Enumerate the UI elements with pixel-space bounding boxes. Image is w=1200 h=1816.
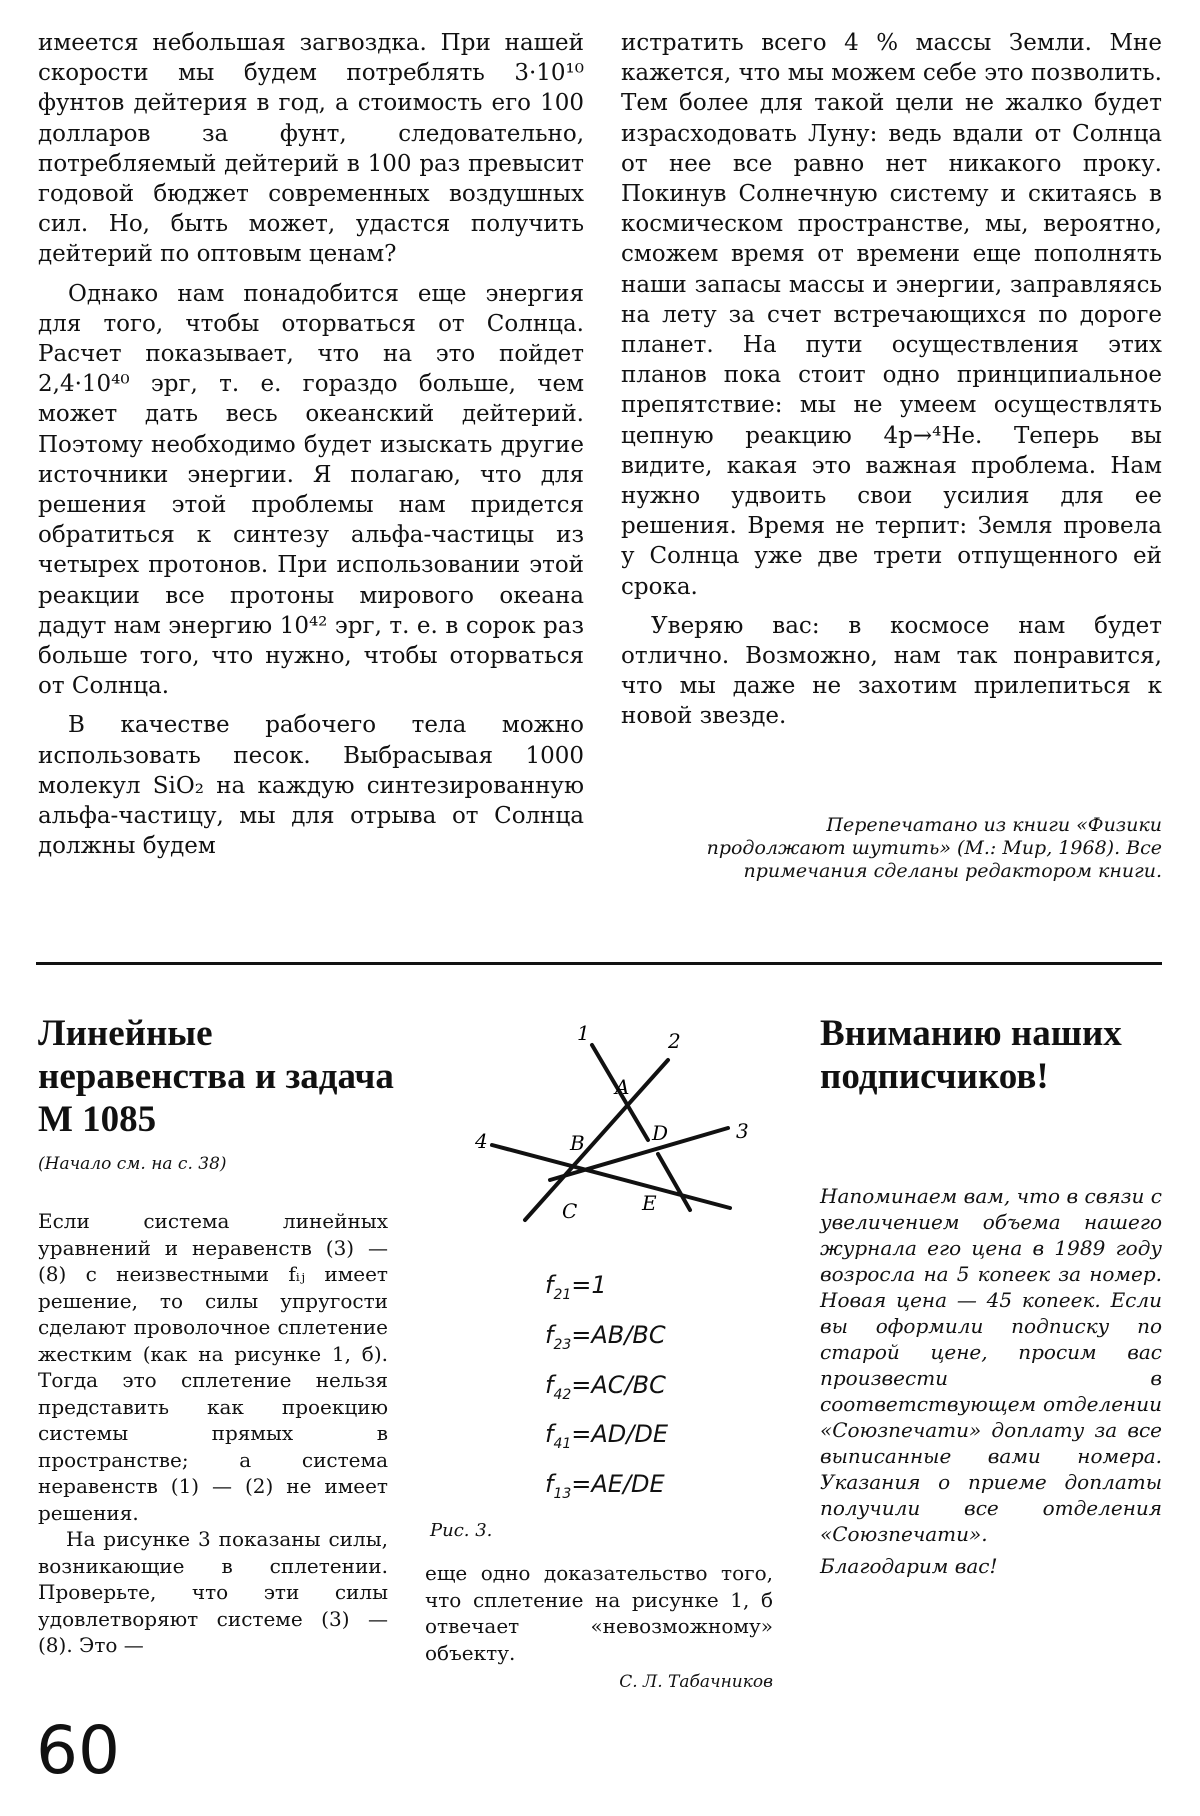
formula-f23: $f_{23}=AB/BC$: [545, 1320, 666, 1353]
page-number: 60: [36, 1712, 120, 1789]
paragraph: Уверяю вас: в космосе нам будет отлично. Возможно, нам так понравится, что мы даже не захотим прилепиться к новой звезде.: [621, 612, 1162, 730]
paragraph: Если система линейных уравнений и неравенств (3) — (8) с неизвестными fᵢⱼ имеет решение, то силы упругости сделают проволочное сплетение жестким (как на рисунке 1, б). Тогда это сплетение нельзя представить как проекцию системы прямых в пространстве; а система неравенств (1) — (2) не имеет решения.: [38, 1209, 388, 1525]
notice-title: Вниманию наших подписчиков!: [820, 1013, 1122, 1097]
formula-f42: $f_{42}=AC/BC$: [545, 1370, 666, 1403]
label-a: A: [615, 1075, 630, 1099]
formula-f21: $f_{21}=1$: [545, 1271, 607, 1303]
article-column: [38, 1208, 388, 1659]
notice-thanks: Благодарим вас!: [820, 1554, 998, 1578]
paragraph: имеется небольшая загвоздка. При нашей скорости мы будем потреблять 3·10¹⁰ фунтов дейтерия в год, а стоимость его 100 долларов за фунт, следовательно, потребляемый дейтерий в 100 раз превысит годовой бюджет современных воздушных сил. Но, быть может, удастся получить дейтерий по оптовым ценам?: [38, 30, 584, 268]
formula-f41: $f_{41}=AD/DE$: [545, 1420, 669, 1453]
article-continuation: [425, 1560, 773, 1666]
paragraph: истратить всего 4 % массы Земли. Мне кажется, что мы можем себе это позволить. Тем более для такой цели не жалко будет израсходовать Луну: ведь вдали от Солнца от нее все равно нет никакого проку. Покинув Солнечную систему и скитаясь в космическом пространстве, мы, вероятно, сможем время от времени еще пополнять наши запасы массы и энергии, заправляясь на лету за счет встречающихся по дороге планет. На пути осуществления этих планов пока стоит одно принципиальное препятствие: мы не умеем осуществлять цепную реакцию 4p→⁴He. Теперь вы видите, какая это важная проблема. Нам нужно удвоить свои усилия для ее решения. Время не терпит: Земля провела у Солнца уже две трети отпущенного ей срока.: [621, 30, 1162, 600]
paragraph: Однако нам понадобится еще энергия для того, чтобы оторваться от Солнца. Расчет показывает, что на это пойдет 2,4·10⁴⁰ эрг, т. е. гораздо больше, чем может дать весь океанский дейтерий. Поэтому необходимо будет изыскать другие источники энергии. Я полагаю, что для решения этой проблемы нам придется обратиться к синтезу альфа-частицы из четырех протонов. При использовании этой реакции все протоны мирового океана дадут нам энергию 10⁴² эрг, т. е. в сорок раз больше того, что нужно, чтобы оторваться от Солнца.: [38, 280, 584, 700]
label-3: 3: [736, 1119, 749, 1143]
label-e: E: [642, 1191, 657, 1215]
top-left-column: [38, 28, 584, 861]
label-c: C: [562, 1199, 578, 1223]
article-reference: (Начало см. на с. 38): [38, 1154, 227, 1174]
label-d: D: [652, 1121, 669, 1145]
label-2: 2: [668, 1029, 681, 1053]
label-b: B: [570, 1131, 585, 1155]
line-4: [492, 1145, 730, 1208]
paragraph: В качестве рабочего тела можно использовать песок. Выбрасывая 1000 молекул SiO₂ на каждую синтезированную альфа-частицу, мы для отрыва от Солнца должны будем: [38, 712, 584, 860]
formula-f13: $f_{13}=AE/DE$: [545, 1470, 665, 1502]
source-note: Перепечатано из книги «Физики продолжают шутить» (М.: Мир, 1968). Все примечания сделаны редактором книги.: [706, 814, 1162, 882]
section-divider: [36, 962, 1162, 965]
figure-3-diagram: [470, 1020, 770, 1240]
figure-caption: Рис. 3.: [430, 1520, 493, 1541]
paragraph: еще одно доказательство того, что сплетение на рисунке 1, б отвечает «невозможному» объекту.: [425, 1561, 773, 1665]
paragraph: На рисунке 3 показаны силы, возникающие в сплетении. Проверьте, что эти силы удовлетворяют системе (3) — (8). Это —: [38, 1527, 388, 1657]
line-1-lower: [658, 1154, 690, 1210]
notice-body: Напоминаем вам, что в связи с увеличением объема нашего журнала его цена в 1989 году возросла на 5 копеек за номер. Новая цена — 45 копеек. Если вы оформили подписку по старой цене, просим вас произвести в соответствующем отделении «Союзпечати» доплату за все выписанные вами номера. Указания о приеме доплаты получили все отделения «Союзпечати».: [820, 1184, 1162, 1546]
top-right-column: [621, 28, 1162, 732]
label-4: 4: [475, 1129, 488, 1153]
notice-box: [820, 1183, 1162, 1579]
figure-formulas: [545, 1265, 668, 1514]
label-1: 1: [577, 1021, 590, 1045]
article-author: С. Л. Табачников: [619, 1672, 773, 1692]
article-title: Линейные неравенства и задача М 1085: [38, 1013, 394, 1140]
